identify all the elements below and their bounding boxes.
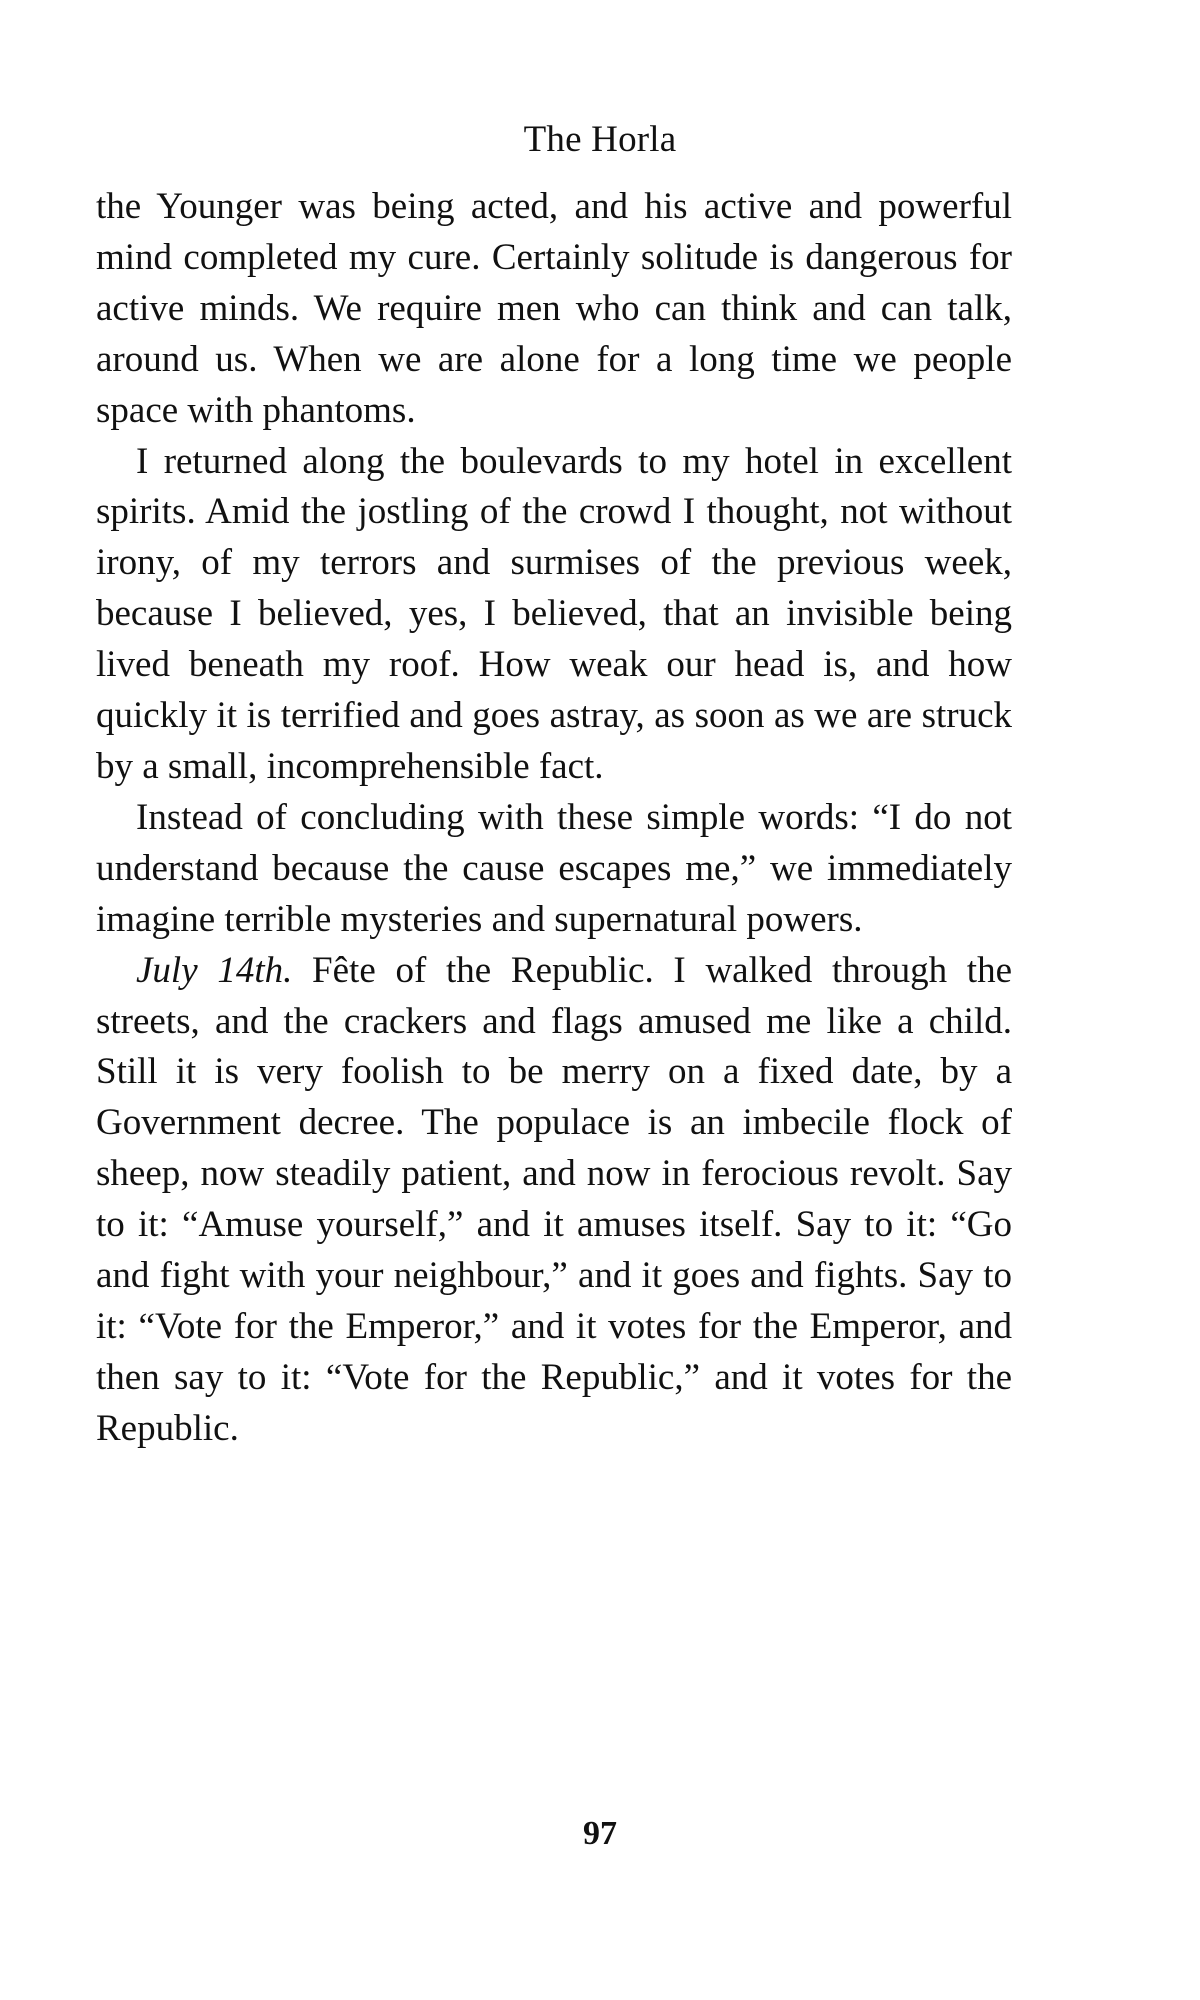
- paragraph-text: Instead of concluding with these simple words: “I do not understand because the cause escapes me,” we immediately imagine terrible mysteries and supernatural powers.: [96, 796, 1012, 940]
- paragraph-text: Fête of the Republic. I walked through the streets, and the crackers and flags amused me like a child. Still it is very foolish to be merry on a fixed date, by a Government decree. The populace is an imbecile flock of sheep, now steadily patient, and now in ferocious revolt. Say to it: “Amuse yourself,” and it amuses itself. Say to it: “Go and fight with your neighbour,” and it goes and fights. Say to it: “Vote for the Emperor,” and it votes for the Emperor, and then say to it: “Vote for the Republic,” and it votes for the Republic.: [96, 949, 1012, 1449]
- body-text: [96, 182, 1012, 1455]
- page-number: 97: [583, 1815, 617, 1852]
- diary-entry-july-14: [96, 946, 1012, 1455]
- running-head: The Horla: [523, 119, 677, 160]
- paragraph-boulevards: [96, 437, 1012, 793]
- paragraph-text: the Younger was being acted, and his active and powerful mind completed my cure. Certainly solitude is dangerous for active minds. We require men who can think and can talk, around us. When we are alone for a long time we people space with phantoms.: [96, 186, 1012, 431]
- paragraph-mysteries: [96, 793, 1012, 946]
- entry-date: July 14th.: [136, 949, 293, 991]
- paragraph-text: I returned along the boulevards to my hotel in excellent spirits. Amid the jostling of the crowd I thought, not without irony, of my terrors and surmises of the previous week, because I believed, yes, I believed, that an invisible being lived beneath my roof. How weak our head is, and how quickly it is terrified and goes astray, as soon as we are struck by a small, incomprehensible fact.: [96, 440, 1012, 787]
- paragraph-continuation: [96, 182, 1012, 437]
